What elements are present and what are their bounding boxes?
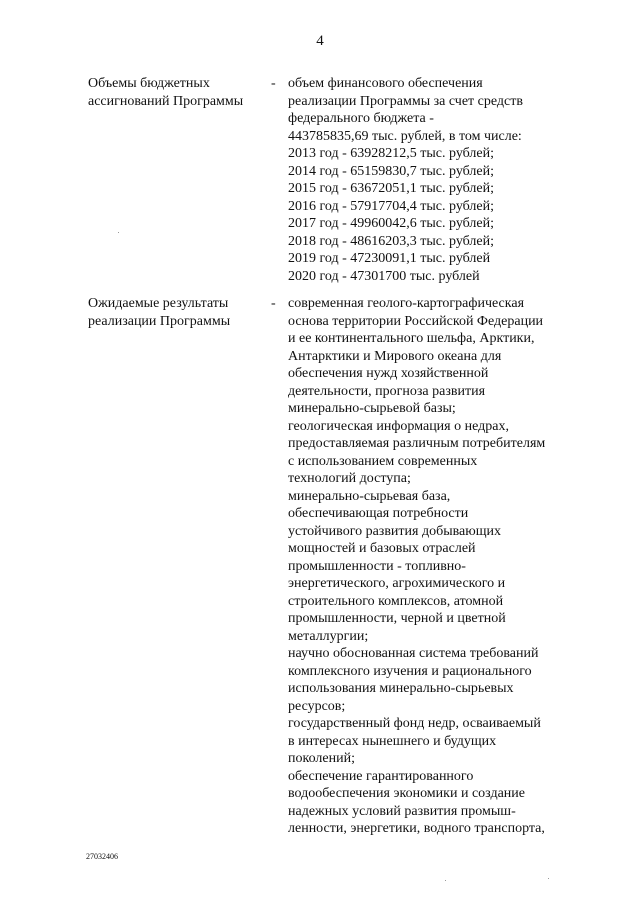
body-line: деятельности, прогноза развития	[288, 383, 486, 399]
results-section-label	[88, 295, 268, 330]
body-line: реализации Программы за счет средств	[288, 93, 523, 109]
body-line: комплексного изучения и рационального	[288, 663, 532, 679]
body-line: промышленности - топливно-	[288, 558, 466, 574]
body-line: в интересах нынешнего и будущих	[288, 733, 497, 749]
label-line: реализации Программы	[88, 313, 231, 329]
body-line: водообеспечения экономики и создание	[288, 786, 525, 801]
body-line: обеспечивающая потребности	[288, 506, 469, 521]
body-line: минерально-сырьевая база,	[288, 488, 451, 504]
body-line: промышленности, черной и цветной	[288, 611, 506, 626]
label-line: Ожидаемые результаты	[88, 296, 229, 311]
body-line: обеспечение гарантированного	[288, 768, 474, 784]
body-line: обеспечения нужд хозяйственной	[288, 366, 489, 381]
body-line: федерального бюджета -	[288, 111, 434, 126]
label-line: Объемы бюджетных	[88, 76, 210, 91]
body-line: использования минерально-сырьевых	[288, 681, 514, 696]
body-line: современная геолого-картографическая	[288, 296, 525, 311]
body-line: 2018 год - 48616203,3 тыс. рублей;	[288, 233, 495, 249]
scan-speck	[548, 878, 549, 879]
body-line: ленности, энергетики, водного транспорта,	[288, 821, 545, 836]
footer-code: 27032406	[86, 852, 118, 861]
body-line: 2017 год - 49960042,6 тыс. рублей;	[288, 216, 495, 231]
body-line: мощностей и базовых отраслей	[288, 541, 476, 556]
scan-speck	[118, 232, 119, 233]
budget-section-body	[288, 75, 578, 285]
body-line: научно обоснованная система требований	[288, 646, 539, 661]
body-line: 2015 год - 63672051,1 тыс. рублей;	[288, 181, 495, 196]
body-line: минерально-сырьевой базы;	[288, 401, 456, 416]
body-line: и ее континентального шельфа, Арктики,	[288, 331, 535, 346]
body-line: строительного комплексов, атомной	[288, 593, 504, 609]
budget-section-label	[88, 75, 268, 110]
scan-speck	[445, 880, 446, 881]
budget-section-dash: -	[271, 76, 276, 91]
body-line: геологическая информация о недрах,	[288, 418, 509, 434]
body-line: предоставляемая различным потребителям	[288, 436, 546, 451]
body-line: 2014 год - 65159830,7 тыс. рублей;	[288, 163, 495, 179]
body-line: устойчивого развития добывающих	[288, 523, 502, 539]
body-line: с использованием современных	[288, 453, 478, 469]
body-line: 443785835,69 тыс. рублей, в том числе:	[288, 128, 522, 144]
body-line: ресурсов;	[288, 698, 346, 714]
label-line: ассигнований Программы	[88, 93, 244, 109]
results-section-dash: -	[271, 296, 276, 311]
results-section-body	[288, 295, 578, 838]
body-line: энергетического, агрохимического и	[288, 576, 506, 591]
page-number: 4	[316, 33, 324, 49]
body-line: поколений;	[288, 751, 355, 766]
body-line: металлургии;	[288, 628, 369, 644]
body-line: 2016 год - 57917704,4 тыс. рублей;	[288, 198, 495, 214]
body-line: 2013 год - 63928212,5 тыс. рублей;	[288, 146, 495, 161]
body-line: Антарктики и Мирового океана для	[288, 348, 502, 364]
body-line: 2019 год - 47230091,1 тыс. рублей	[288, 251, 491, 266]
body-line: государственный фонд недр, осваиваемый	[288, 716, 541, 731]
body-line: технологий доступа;	[288, 471, 411, 486]
body-line: объем финансового обеспечения	[288, 76, 483, 91]
body-line: надежных условий развития промыш-	[288, 803, 516, 819]
body-line: 2020 год - 47301700 тыс. рублей	[288, 268, 480, 284]
body-line: основа территории Российской Федерации	[288, 313, 544, 329]
